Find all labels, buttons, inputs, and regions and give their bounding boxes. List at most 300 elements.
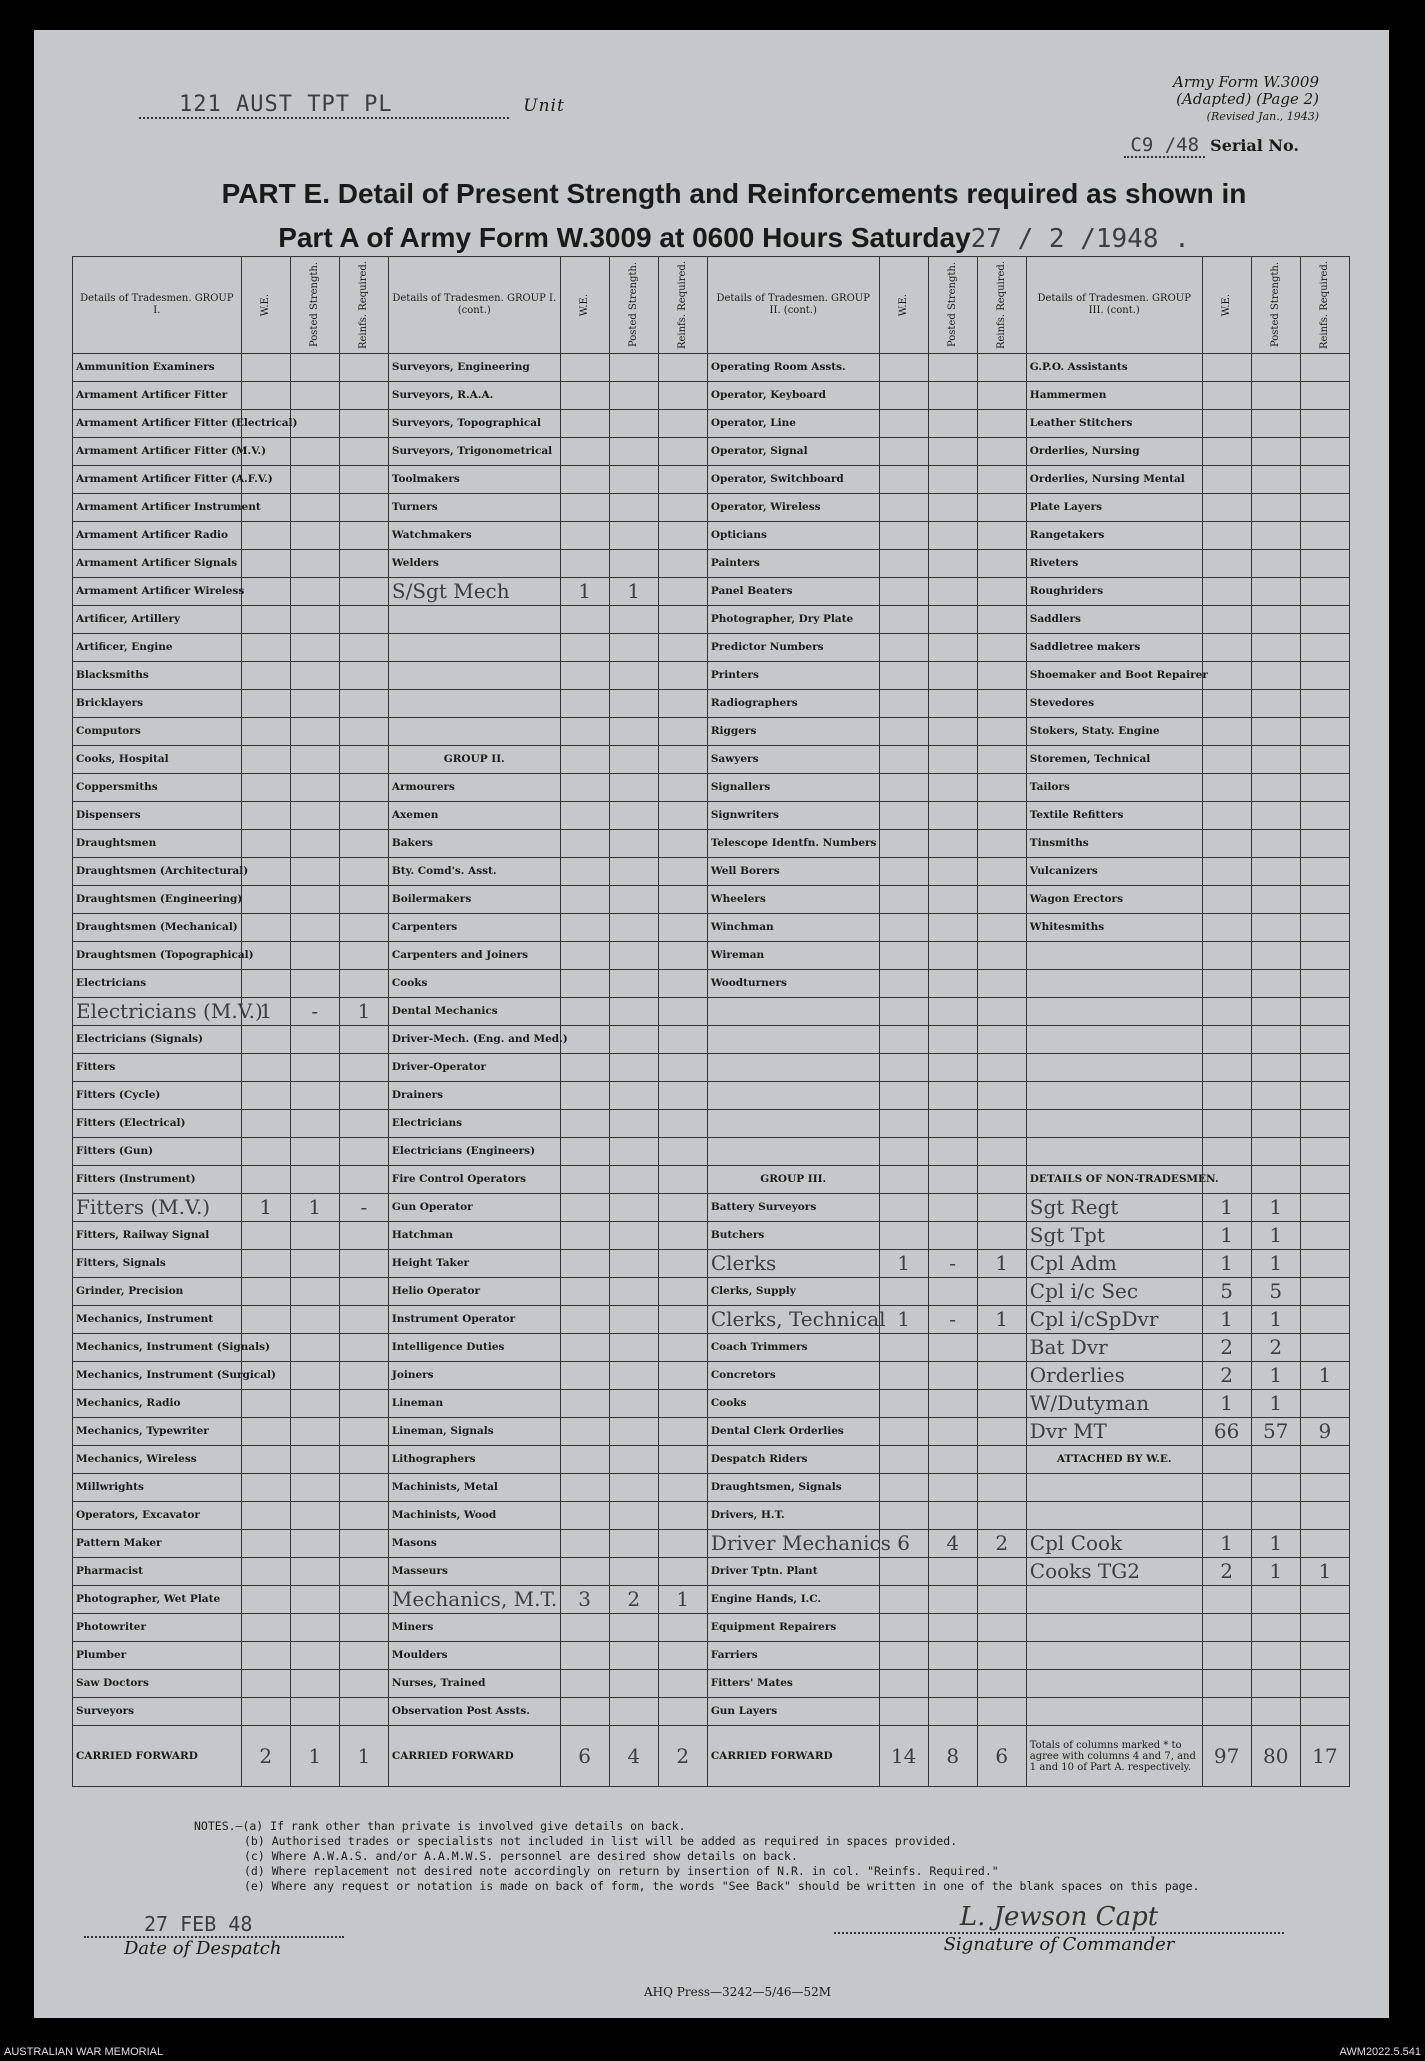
cell-posted	[1251, 494, 1300, 522]
cell-we	[560, 802, 609, 830]
cell-posted	[609, 1250, 658, 1278]
cell-reinfs	[977, 774, 1026, 802]
trade-label: Armament Artificer Fitter (Electrical)	[73, 410, 242, 438]
cell-reinfs	[977, 1502, 1026, 1530]
cell-posted	[928, 1054, 977, 1082]
cell-reinfs	[339, 942, 388, 970]
trade-label: Pharmacist	[73, 1558, 242, 1586]
cell-posted	[1251, 354, 1300, 382]
trade-label: Draughtsmen, Signals	[707, 1474, 879, 1502]
cell-reinfs	[339, 1334, 388, 1362]
cell-reinfs	[339, 1558, 388, 1586]
cell-posted	[290, 1530, 339, 1558]
cell-we	[241, 1250, 290, 1278]
cell-posted	[609, 774, 658, 802]
trade-label: Fitters (Cycle)	[73, 1082, 242, 1110]
table-row	[73, 1418, 1350, 1446]
cell-reinfs	[1300, 830, 1349, 858]
trade-label: Opticians	[707, 522, 879, 550]
trade-label: Fitters' Mates	[707, 1670, 879, 1698]
cell-reinfs	[658, 1166, 707, 1194]
trade-label: Operator, Wireless	[707, 494, 879, 522]
cell-posted	[609, 1474, 658, 1502]
cell-posted	[1251, 1698, 1300, 1726]
cell-reinfs	[977, 1222, 1026, 1250]
trade-label: Tinsmiths	[1026, 830, 1202, 858]
cell-we	[241, 1530, 290, 1558]
cell-posted	[290, 1222, 339, 1250]
trade-label: Observation Post Assts.	[388, 1698, 560, 1726]
cf-g3-reinfs: 6	[977, 1726, 1026, 1787]
cell-reinfs	[658, 942, 707, 970]
cell-reinfs	[977, 1558, 1026, 1586]
cell-reinfs	[1300, 774, 1349, 802]
cell-posted	[290, 1446, 339, 1474]
cell-we	[560, 1502, 609, 1530]
cell-reinfs	[658, 1530, 707, 1558]
cell-we: 1	[1202, 1222, 1251, 1250]
trade-label: Armament Artificer Signals	[73, 550, 242, 578]
cell-posted	[609, 1362, 658, 1390]
trade-label: Cpl Adm	[1026, 1250, 1202, 1278]
trade-label: Armament Artificer Wireless	[73, 578, 242, 606]
cell-reinfs	[339, 438, 388, 466]
cell-we	[879, 1278, 928, 1306]
cell-we	[560, 1194, 609, 1222]
cell-we	[879, 1082, 928, 1110]
trade-label	[1026, 1054, 1202, 1082]
trade-label: Electricians (Engineers)	[388, 1138, 560, 1166]
table-row	[73, 1110, 1350, 1138]
trade-label: Roughriders	[1026, 578, 1202, 606]
cell-posted	[1251, 690, 1300, 718]
cell-reinfs	[658, 1390, 707, 1418]
trade-label: Operator, Keyboard	[707, 382, 879, 410]
trade-label: Riggers	[707, 718, 879, 746]
cell-reinfs	[658, 1698, 707, 1726]
trade-label: Operators, Excavator	[73, 1502, 242, 1530]
cell-reinfs	[339, 1082, 388, 1110]
trade-label: Driver Tptn. Plant	[707, 1558, 879, 1586]
table-row	[73, 1586, 1350, 1614]
cell-reinfs	[658, 914, 707, 942]
trade-label	[707, 1138, 879, 1166]
trade-label: Draughtsmen (Engineering)	[73, 886, 242, 914]
trade-label	[1026, 1642, 1202, 1670]
cell-posted	[1251, 1446, 1300, 1474]
cell-we	[1202, 774, 1251, 802]
cell-posted	[928, 438, 977, 466]
cell-reinfs	[658, 550, 707, 578]
trade-label: Driver Mechanics	[707, 1530, 879, 1558]
cell-reinfs	[658, 774, 707, 802]
cell-we	[879, 494, 928, 522]
cell-posted	[928, 1362, 977, 1390]
cell-we	[560, 1614, 609, 1642]
trade-label: Printers	[707, 662, 879, 690]
cell-posted: 5	[1251, 1278, 1300, 1306]
cell-we	[879, 1222, 928, 1250]
cell-posted: 4	[928, 1530, 977, 1558]
cell-posted	[609, 746, 658, 774]
cell-we	[241, 1110, 290, 1138]
table-row	[73, 466, 1350, 494]
cell-reinfs	[339, 718, 388, 746]
trade-label: Surveyors, R.A.A.	[388, 382, 560, 410]
cell-reinfs	[339, 1446, 388, 1474]
cell-reinfs	[1300, 1278, 1349, 1306]
trade-label: Dental Clerk Orderlies	[707, 1418, 879, 1446]
cell-we: 5	[1202, 1278, 1251, 1306]
trade-label: Mechanics, Radio	[73, 1390, 242, 1418]
cell-reinfs	[658, 802, 707, 830]
trade-label	[707, 1054, 879, 1082]
carried-forward-label: CARRIED FORWARD	[73, 1726, 242, 1787]
cell-we: 1	[1202, 1530, 1251, 1558]
cell-we	[879, 858, 928, 886]
title-date: 27 / 2 /1948 .	[970, 224, 1190, 254]
cell-we	[1202, 1054, 1251, 1082]
trade-label: Bat Dvr	[1026, 1334, 1202, 1362]
trade-label: Plumber	[73, 1642, 242, 1670]
trade-label: Saw Doctors	[73, 1670, 242, 1698]
trade-label: Ammunition Examiners	[73, 354, 242, 382]
cell-we	[241, 774, 290, 802]
table-row	[73, 1502, 1350, 1530]
cell-posted	[609, 1082, 658, 1110]
cell-posted	[290, 1362, 339, 1390]
archive-id: AWM2022.5.541	[1339, 2046, 1421, 2058]
trade-label	[1026, 1614, 1202, 1642]
cell-posted: 1	[609, 578, 658, 606]
trade-label: Millwrights	[73, 1474, 242, 1502]
cell-we	[560, 1250, 609, 1278]
cell-posted	[1251, 382, 1300, 410]
trade-label	[1026, 1082, 1202, 1110]
cell-posted	[609, 1110, 658, 1138]
cell-we	[879, 662, 928, 690]
cell-we	[560, 690, 609, 718]
cell-we	[1202, 382, 1251, 410]
trade-label: S/Sgt Mech	[388, 578, 560, 606]
archive-label: AUSTRALIAN WAR MEMORIAL	[4, 2046, 164, 2058]
cell-reinfs	[658, 718, 707, 746]
cell-we	[879, 1642, 928, 1670]
trade-label: Pattern Maker	[73, 1530, 242, 1558]
cell-reinfs	[1300, 578, 1349, 606]
cell-we	[879, 382, 928, 410]
cell-we	[1202, 438, 1251, 466]
cell-we	[241, 1222, 290, 1250]
cell-reinfs	[1300, 1110, 1349, 1138]
trade-label: G.P.O. Assistants	[1026, 354, 1202, 382]
cell-reinfs	[339, 1586, 388, 1614]
cell-reinfs	[658, 1502, 707, 1530]
cell-we	[1202, 858, 1251, 886]
table-row	[73, 1306, 1350, 1334]
trade-label: Orderlies	[1026, 1362, 1202, 1390]
cell-posted	[290, 1166, 339, 1194]
cell-we	[879, 998, 928, 1026]
cell-posted	[1251, 1614, 1300, 1642]
cell-posted	[1251, 606, 1300, 634]
cell-we	[241, 690, 290, 718]
cell-we	[1202, 914, 1251, 942]
note-d: (d) Where replacement not desired note accordingly on return by insertion of N.R. in col. "Reinfs. Required."	[244, 1864, 999, 1878]
cell-reinfs	[1300, 1222, 1349, 1250]
cell-we	[560, 1306, 609, 1334]
col-posted: Posted Strength.	[1251, 257, 1300, 354]
cell-reinfs: 1	[339, 998, 388, 1026]
cell-we	[241, 1446, 290, 1474]
cell-we	[879, 466, 928, 494]
cell-reinfs	[977, 410, 1026, 438]
cell-we	[879, 802, 928, 830]
cf-g2-we: 6	[560, 1726, 609, 1787]
cell-posted	[609, 1614, 658, 1642]
trade-label	[1026, 970, 1202, 998]
cell-posted	[290, 1110, 339, 1138]
cell-reinfs	[339, 970, 388, 998]
cell-posted	[290, 1474, 339, 1502]
cell-we	[879, 1698, 928, 1726]
cell-posted	[928, 634, 977, 662]
trade-label: Boilermakers	[388, 886, 560, 914]
cell-we	[1202, 886, 1251, 914]
table-row	[73, 1278, 1350, 1306]
cell-reinfs	[977, 1026, 1026, 1054]
cell-we	[1202, 746, 1251, 774]
cell-reinfs	[977, 1446, 1026, 1474]
trade-label: Joiners	[388, 1362, 560, 1390]
cell-reinfs	[1300, 1334, 1349, 1362]
trade-label: Toolmakers	[388, 466, 560, 494]
trade-label	[707, 1026, 879, 1054]
trade-label: Gun Layers	[707, 1698, 879, 1726]
cell-we	[560, 830, 609, 858]
cell-posted	[928, 606, 977, 634]
trade-label: Machinists, Wood	[388, 1502, 560, 1530]
cell-posted	[928, 1614, 977, 1642]
cell-we	[560, 466, 609, 494]
cell-reinfs	[1300, 1502, 1349, 1530]
table-row	[73, 1054, 1350, 1082]
cell-posted	[290, 634, 339, 662]
cell-we	[560, 774, 609, 802]
col-details-3: Details of Tradesmen. GROUP II. (cont.)	[707, 257, 879, 354]
cell-reinfs	[1300, 802, 1349, 830]
cell-reinfs	[339, 858, 388, 886]
cell-reinfs	[658, 1278, 707, 1306]
cell-reinfs	[1300, 1054, 1349, 1082]
cell-posted	[1251, 858, 1300, 886]
table-row	[73, 1362, 1350, 1390]
cell-posted	[290, 914, 339, 942]
cell-posted	[609, 802, 658, 830]
trade-label: Cooks, Hospital	[73, 746, 242, 774]
cell-reinfs	[977, 1698, 1026, 1726]
trade-label: Radiographers	[707, 690, 879, 718]
trade-label: Wheelers	[707, 886, 879, 914]
cell-posted	[290, 438, 339, 466]
cf-g2-posted: 4	[609, 1726, 658, 1787]
trade-label	[388, 606, 560, 634]
cell-reinfs: 2	[977, 1530, 1026, 1558]
cell-we	[1202, 494, 1251, 522]
trade-label: Blacksmiths	[73, 662, 242, 690]
cell-posted: 2	[1251, 1334, 1300, 1362]
cell-posted: -	[928, 1250, 977, 1278]
cell-posted	[609, 550, 658, 578]
cell-posted	[609, 1670, 658, 1698]
cell-we	[560, 1110, 609, 1138]
trade-label: Masseurs	[388, 1558, 560, 1586]
cell-reinfs	[1300, 858, 1349, 886]
trade-label: Painters	[707, 550, 879, 578]
trade-label: Stokers, Staty. Engine	[1026, 718, 1202, 746]
cell-reinfs	[977, 634, 1026, 662]
trade-label: Well Borers	[707, 858, 879, 886]
trade-label: Draughtsmen (Topographical)	[73, 942, 242, 970]
cell-reinfs	[339, 914, 388, 942]
table-row	[73, 1698, 1350, 1726]
unit-label: Unit	[523, 96, 565, 116]
cell-we: 1	[241, 1194, 290, 1222]
cell-posted	[928, 1586, 977, 1614]
trade-label: GROUP III.	[707, 1166, 879, 1194]
cell-posted	[928, 382, 977, 410]
cell-reinfs	[977, 1194, 1026, 1222]
cell-reinfs	[658, 858, 707, 886]
cell-we	[560, 718, 609, 746]
cell-reinfs	[339, 1530, 388, 1558]
trade-label	[1026, 998, 1202, 1026]
serial-field	[1124, 134, 1299, 156]
cell-we	[879, 1418, 928, 1446]
trade-label: Photographer, Wet Plate	[73, 1586, 242, 1614]
cell-we	[560, 1278, 609, 1306]
cell-we	[560, 438, 609, 466]
cell-we	[560, 1166, 609, 1194]
cell-we: 2	[1202, 1558, 1251, 1586]
trade-label: Engine Hands, I.C.	[707, 1586, 879, 1614]
cell-reinfs	[658, 494, 707, 522]
cell-we	[560, 1530, 609, 1558]
cell-we	[879, 830, 928, 858]
cell-posted	[609, 998, 658, 1026]
trade-label: Mechanics, Instrument	[73, 1306, 242, 1334]
cell-posted: 1	[1251, 1306, 1300, 1334]
trade-label: Armament Artificer Radio	[73, 522, 242, 550]
cell-posted	[609, 1502, 658, 1530]
cell-posted	[290, 1390, 339, 1418]
cell-reinfs	[977, 690, 1026, 718]
cell-we	[560, 1474, 609, 1502]
cell-reinfs	[977, 1166, 1026, 1194]
cell-posted	[1251, 886, 1300, 914]
cell-posted	[928, 1390, 977, 1418]
cell-reinfs	[658, 1446, 707, 1474]
cell-we	[560, 746, 609, 774]
cell-posted	[290, 1082, 339, 1110]
cell-posted	[609, 886, 658, 914]
cell-posted	[1251, 410, 1300, 438]
cell-posted	[609, 410, 658, 438]
cell-we	[1202, 606, 1251, 634]
trade-label: Bricklayers	[73, 690, 242, 718]
trade-label: Saddlers	[1026, 606, 1202, 634]
trade-label: Orderlies, Nursing	[1026, 438, 1202, 466]
cell-reinfs	[658, 1474, 707, 1502]
cell-reinfs	[339, 1222, 388, 1250]
trade-label: Axemen	[388, 802, 560, 830]
trade-label: Electricians (M.V.)	[73, 998, 242, 1026]
cell-we	[879, 1138, 928, 1166]
trade-label: Saddletree makers	[1026, 634, 1202, 662]
cell-posted	[928, 718, 977, 746]
cell-we: 6	[879, 1530, 928, 1558]
cell-reinfs	[658, 1558, 707, 1586]
trade-label: Cooks	[707, 1390, 879, 1418]
table-row	[73, 1138, 1350, 1166]
cell-reinfs	[339, 802, 388, 830]
cell-we	[1202, 1474, 1251, 1502]
cell-posted	[609, 1530, 658, 1558]
cell-reinfs: 1	[977, 1306, 1026, 1334]
trade-label: Vulcanizers	[1026, 858, 1202, 886]
cell-posted	[290, 1054, 339, 1082]
cell-reinfs	[339, 1138, 388, 1166]
cell-reinfs	[339, 382, 388, 410]
cell-we	[560, 1418, 609, 1446]
despatch-label: Date of Despatch	[124, 1938, 282, 1959]
trade-label: Hammermen	[1026, 382, 1202, 410]
cell-reinfs	[1300, 1670, 1349, 1698]
table-row	[73, 1530, 1350, 1558]
cell-we	[1202, 578, 1251, 606]
cell-reinfs	[339, 550, 388, 578]
cell-reinfs	[339, 1250, 388, 1278]
cell-reinfs	[658, 1110, 707, 1138]
cell-we	[241, 1278, 290, 1306]
cell-reinfs	[658, 354, 707, 382]
trade-label: Watchmakers	[388, 522, 560, 550]
cell-reinfs	[1300, 354, 1349, 382]
table-row	[73, 718, 1350, 746]
note-e: (e) Where any request or notation is made on back of form, the words "See Back" should be written in one of the blank spaces on this page.	[244, 1879, 1200, 1893]
cell-posted	[609, 1278, 658, 1306]
cell-reinfs	[658, 606, 707, 634]
col-details-4: Details of Tradesmen. GROUP III. (cont.)	[1026, 257, 1202, 354]
trade-label	[1026, 1586, 1202, 1614]
cell-reinfs	[1300, 494, 1349, 522]
cell-reinfs	[1300, 886, 1349, 914]
cell-reinfs	[658, 1642, 707, 1670]
cell-reinfs	[977, 438, 1026, 466]
cell-reinfs	[658, 1054, 707, 1082]
cell-reinfs	[658, 690, 707, 718]
trade-label: Armourers	[388, 774, 560, 802]
cell-posted	[1251, 1474, 1300, 1502]
cell-posted	[609, 634, 658, 662]
cell-we	[241, 1390, 290, 1418]
table-header-row	[73, 257, 1350, 354]
col-posted: Posted Strength.	[928, 257, 977, 354]
trade-label: Artificer, Artillery	[73, 606, 242, 634]
cf-g2-reinfs: 2	[658, 1726, 707, 1787]
cell-reinfs	[977, 606, 1026, 634]
cell-we	[879, 1110, 928, 1138]
